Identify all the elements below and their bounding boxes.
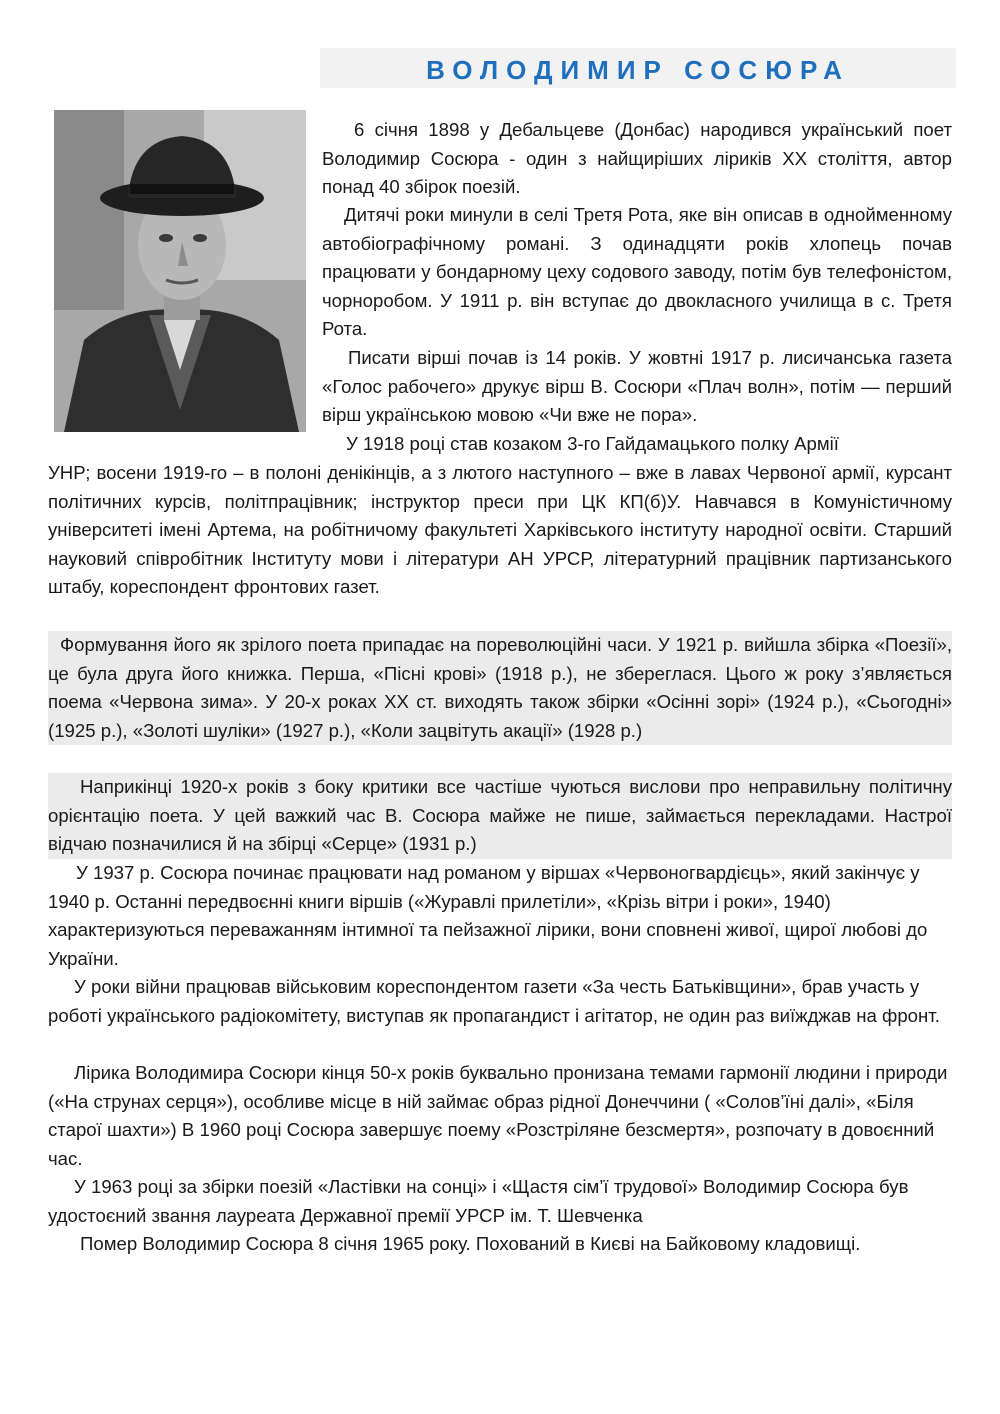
paragraph-first-poems: Писати вірші почав із 14 років. У жовтні 1917 р. лисичанська газета «Голос рабочего» друкує вірш В. Сосюри «Плач волн», потім — перший вірш українською мовою «Чи вже не пора».	[322, 347, 952, 425]
paragraph-award: У 1963 році за збірки поезій «Ластівки на сонці» і «Щастя сім’ї трудової» Володимир Сосюра був удостоєний звання лауреата Державної премії УРСР ім. Т. Шевченка	[48, 1176, 909, 1226]
paragraph-death: Помер Володимир Сосюра 8 січня 1965 року. Похований в Києві на Байковому кладовищі.	[80, 1233, 861, 1254]
paragraph-war: У роки війни працював військовим кореспондентом газети «За честь Батьківщини», брав участь у роботі українського радіокомітету, виступав як пропагандист і агітатор, не один раз виїжджав на фронт.	[48, 976, 940, 1026]
page-title: ВОЛОДИМИР СОСЮРА	[426, 55, 850, 85]
paragraph-childhood: Дитячі роки минули в селі Третя Рота, яке він описав в однойменному автобіографічному романі. З одинадцяти років хлопець почав працювати у бондарному цеху содового заводу, потім був телефоністом, чорноробом. У 1911 р. він вступає до двокласного училища в с. Третя Рота.	[322, 204, 952, 339]
portrait-man-in-hat-icon	[54, 110, 306, 432]
paragraph-criticism: Наприкінці 1920-х років з боку критики все частіше чуються вислови про неправильну політичну орієнтацію поета. У цей важкий час В. Сосюра майже не пише, займається перекладами. Настрої відчаю позначилися й на збірці «Серце» (1931 р.)	[48, 773, 952, 859]
paragraph-late-lyrics: Лірика Володимира Сосюри кінця 50-х років буквально пронизана темами гармонії людини і природи («На струнах серця»), особливе місце в ній займає образ рідної Донеччини ( «Солов’їні далі», «Біля старої шахти») В 1960 році Сосюра завершує поему «Розстріляне безсмертя», розпочату в довоєнний час.	[48, 1062, 948, 1169]
paragraph-birth: 6 січня 1898 у Дебальцеве (Донбас) народився український поет Володимир Сосюра - один з найщиріших ліриків ХХ століття, автор понад 40 збірок поезій.	[322, 119, 952, 197]
portrait-photo	[54, 110, 306, 432]
paragraph-novel: У 1937 р. Сосюра починає працювати над романом у віршах «Червоногвардієць», який закінчує у 1940 р. Останні передвоєнні книги віршів («Журавлі прилетіли», «Крізь вітри і роки», 1940) характеризуються переважанням інтимної та пейзажної лірики, вони сповнені живої, щирої любові до України.	[48, 862, 928, 969]
paragraph-army: УНР; восени 1919-го – в полоні денікінців, а з лютого наступного – вже в лавах Червоної армії, курсант політичних курсів, політпрацівник; інструктор преси при ЦК КП(б)У. Навчався в Комуністичному університеті імені Артема, на робітничому факультеті Харківського інституту народної освіти. Старший науковий співробітник Інституту мови і літератури АН УРСР, літературний працівник партизанського штабу, кореспондент фронтових газет.	[48, 462, 952, 597]
paragraph-formation: Формування його як зрілого поета припадає на пореволюційні часи. У 1921 р. вийшла збірка «Поезії», це була друга його книжка. Перша, «Пісні крові» (1918 р.), не збереглася. Цього ж року з’являється поема «Червона зима». У 20-х роках ХХ ст. виходять також збірки «Осінні зорі» (1924 р.), «Сьогодні» (1925 р.), «Золоті шуліки» (1927 р.), «Коли зацвітуть акації» (1928 р.)	[48, 631, 952, 745]
paragraph-army-intro: У 1918 році став козаком 3-го Гайдамацького полку Армії	[346, 433, 839, 454]
